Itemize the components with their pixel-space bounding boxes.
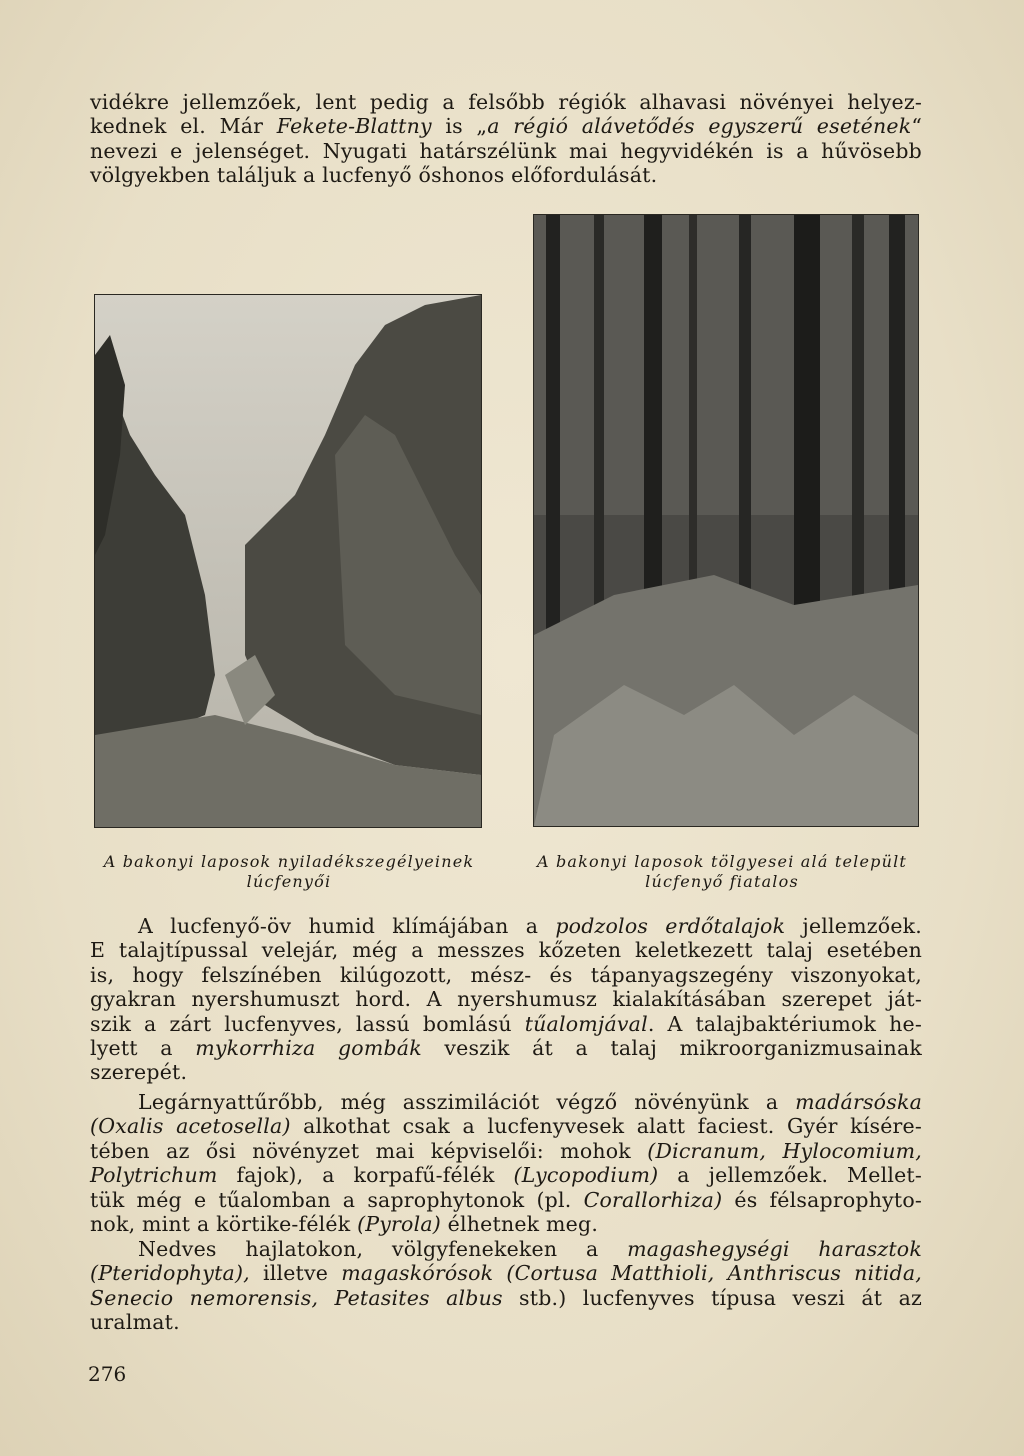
paragraph-podzol — [90, 914, 922, 1085]
photo-young-spruce-under-oaks — [533, 214, 919, 827]
paragraph-understory — [90, 1090, 922, 1236]
page-number: 276 — [88, 1362, 127, 1386]
forest-interior-image — [534, 215, 918, 826]
text-line: gyakran nyershumuszt hord. A nyershumusz kialakításában szerepet ját- — [90, 987, 922, 1012]
text-line: szik a zárt lucfenyves, lassú bomlású tűalomjával. A talajbaktériumok he- — [90, 1011, 922, 1036]
text-line: nevezi e jelenséget. Nyugati határszélünk mai hegyvidékén is a hűvösebb — [90, 138, 922, 163]
text-line: is, hogy felszínében kilúgozott, mész- és tápanyagszegény viszonyokat, — [90, 962, 922, 987]
text-line: tében az ősi növényzet mai képviselői: mohok (Dicranum, Hylocomium, — [90, 1138, 922, 1163]
figure-caption-left — [84, 852, 494, 892]
text-line: (Pteridophyta), illetve magaskórósok (Cortusa Matthioli, Anthriscus nitida, — [90, 1261, 922, 1286]
text-line: szerepét. — [90, 1060, 188, 1085]
caption-line: lúcfenyő fiatalos — [645, 872, 799, 891]
text-line: Senecio nemorensis, Petasites albus stb.) lucfenyves típusa veszi át az — [90, 1285, 922, 1310]
text-line: (Oxalis acetosella) alkothat csak a lucfenyvesek alatt faciest. Gyér kísére- — [90, 1114, 922, 1139]
paragraph-ferns — [90, 1237, 922, 1335]
text-line: Legárnyattűrőbb, még asszimilációt végző növényünk a madársóska — [138, 1090, 922, 1114]
forest-clearing-image — [95, 295, 481, 827]
text-line: vidékre jellemzőek, lent pedig a felsőbb régiók alhavasi növényei helyez- — [90, 90, 922, 114]
text-line: lyett a mykorrhiza gombák veszik át a talaj mikroorganizmusainak — [90, 1036, 922, 1061]
photo-spruce-clearing-edge — [94, 294, 482, 828]
caption-line: A bakonyi laposok nyiladékszegélyeinek — [103, 852, 475, 871]
text-line: uralmat. — [90, 1310, 180, 1335]
text-line: tük még e tűalomban a saprophytonok (pl. Corallorhiza) és félsaprophyto- — [90, 1187, 922, 1212]
figure-caption-right — [518, 852, 926, 892]
text-line: E talajtípussal velejár, még a messzes kőzeten keletkezett talaj esetében — [90, 938, 922, 963]
caption-line: A bakonyi laposok tölgyesei alá települt — [536, 852, 908, 871]
top-paragraph — [90, 90, 922, 188]
text-line: A lucfenyő-öv humid klímájában a podzolos erdőtalajok jellemzőek. — [138, 914, 922, 938]
text-line: kednek el. Már Fekete-Blattny is „a régió alávetődés egyszerű esetének“ — [90, 114, 923, 139]
text-line: Polytrichum fajok), a korpafű-félék (Lycopodium) a jellemzőek. Mellet- — [90, 1163, 922, 1188]
caption-line: lúcfenyői — [246, 872, 332, 891]
text-line: völgyekben találjuk a lucfenyő őshonos előfordulását. — [90, 163, 658, 188]
text-line: nok, mint a körtike-félék (Pyrola) élhetnek meg. — [90, 1212, 599, 1237]
text-line: Nedves hajlatokon, völgyfenekeken a magashegységi harasztok — [138, 1237, 922, 1261]
